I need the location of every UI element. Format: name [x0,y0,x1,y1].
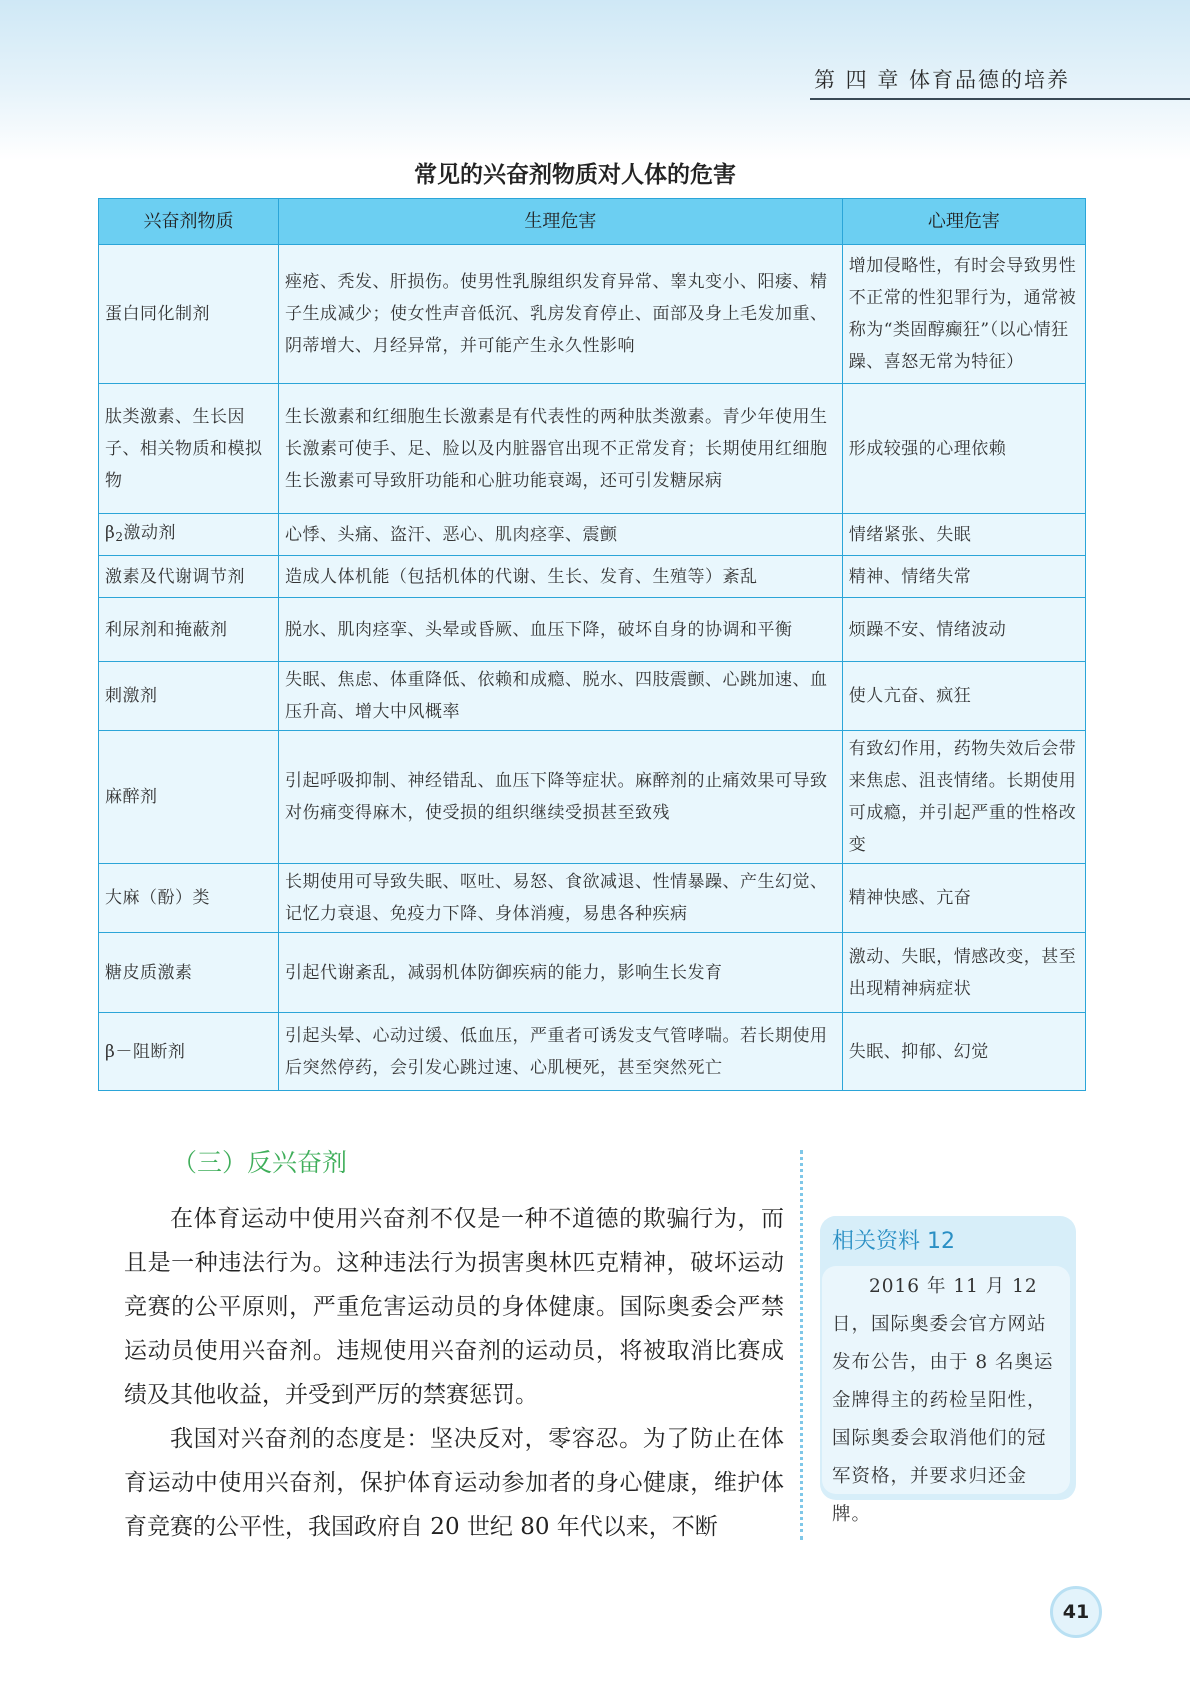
table-row [99,245,1086,384]
cell-physiological: 引起代谢紊乱，减弱机体防御疾病的能力，影响生长发育 [279,933,843,1013]
related-material-text [832,1268,1064,1534]
table-row [99,598,1086,662]
table-row [99,864,1086,933]
cell-psychological: 烦躁不安、情绪波动 [842,598,1085,662]
paragraph: 我国对兴奋剂的态度是：坚决反对，零容忍。为了防止在体育运动中使用兴奋剂，保护体育运动参加者的身心健康，维护体育竞赛的公平性，我国政府自 20 世纪 80 年代以来，不断 [124,1426,784,1540]
substance-suffix: 激动剂 [123,522,176,543]
beta-symbol: β [105,522,116,543]
cell-physiological: 长期使用可导致失眠、呕吐、易怒、食欲减退、性情暴躁、产生幻觉、记忆力衰退、免疫力下降、身体消瘦，易患各种疾病 [279,864,843,933]
cell-psychological: 精神、情绪失常 [842,556,1085,598]
cell-substance: 糖皮质激素 [99,933,279,1013]
cell-substance: 大麻（酚）类 [99,864,279,933]
cell-substance: 蛋白同化制剂 [99,245,279,384]
cell-physiological: 造成人体机能（包括机体的代谢、生长、发育、生殖等）紊乱 [279,556,843,598]
cell-substance: 利尿剂和掩蔽剂 [99,598,279,662]
cell-psychological: 失眠、抑郁、幻觉 [842,1013,1085,1091]
cell-physiological: 失眠、焦虑、体重降低、依赖和成瘾、脱水、四肢震颤、心跳加速、血压升高、增大中风概率 [279,662,843,731]
table-row [99,933,1086,1013]
column-header-physiological: 生理危害 [279,199,843,245]
subscript-2: 2 [115,529,124,544]
table-title: 常见的兴奋剂物质对人体的危害 [414,162,736,188]
table-row [99,556,1086,598]
cell-psychological: 使人亢奋、疯狂 [842,662,1085,731]
chapter-title: 第 四 章 体育品德的培养 [813,68,1070,92]
cell-psychological: 情绪紧张、失眠 [842,514,1085,556]
cell-physiological: 生长激素和红细胞生长激素是有代表性的两种肽类激素。青少年使用生长激素可使手、足、脸以及内脏器官出现不正常发育；长期使用红细胞生长激素可导致肝功能和心脏功能衰竭，还可引发糖尿病 [279,384,843,514]
cell-physiological: 痤疮、秃发、肝损伤。使男性乳腺组织发育异常、睾丸变小、阳痿、精子生成减少；使女性声音低沉、乳房发育停止、面部及身上毛发加重、阴蒂增大、月经异常，并可能产生永久性影响 [279,245,843,384]
table-row [99,514,1086,556]
cell-psychological: 增加侵略性，有时会导致男性不正常的性犯罪行为，通常被称为“类固醇癫狂”（以心情狂躁、喜怒无常为特征） [842,245,1085,384]
cell-physiological: 心悸、头痛、盗汗、恶心、肌肉痉挛、震颤 [279,514,843,556]
table-row [99,662,1086,731]
table-row [99,1013,1086,1091]
paragraph: 在体育运动中使用兴奋剂不仅是一种不道德的欺骗行为，而且是一种违法行为。这种违法行为损害奥林匹克精神，破坏运动竞赛的公平原则，严重危害运动员的身体健康。国际奥委会严禁运动员使用兴奋剂。违规使用兴奋剂的运动员，将被取消比赛成绩及其他收益，并受到严厉的禁赛惩罚。 [124,1206,784,1408]
cell-physiological: 引起头晕、心动过缓、低血压，严重者可诱发支气管哮喘。若长期使用后突然停药，会引发心跳过速、心肌梗死，甚至突然死亡 [279,1013,843,1091]
table-row [99,731,1086,864]
cell-psychological: 有致幻作用，药物失效后会带来焦虑、沮丧情绪。长期使用可成瘾，并引起严重的性格改变 [842,731,1085,864]
column-divider [800,1150,803,1540]
section-heading: （三）反兴奋剂 [172,1148,348,1177]
cell-psychological: 形成较强的心理依赖 [842,384,1085,514]
related-material-title: 相关资料 12 [832,1229,955,1254]
body-text [124,1197,784,1549]
cell-psychological: 精神快感、亢奋 [842,864,1085,933]
cell-physiological: 引起呼吸抑制、神经错乱、血压下降等症状。麻醉剂的止痛效果可导致对伤痛变得麻木，使受损的组织继续受损甚至致残 [279,731,843,864]
cell-substance: 肽类激素、生长因子、相关物质和模拟物 [99,384,279,514]
related-material-paragraph: 2016 年 11 月 12 日，国际奥委会官方网站发布公告，由于 8 名奥运金牌得主的药检呈阳性，国际奥委会取消他们的冠军资格，并要求归还金牌。 [832,1276,1054,1525]
doping-harm-table [98,198,1086,1091]
column-header-substance: 兴奋剂物质 [99,199,279,245]
cell-substance: 激素及代谢调节剂 [99,556,279,598]
cell-substance: 刺激剂 [99,662,279,731]
table-row [99,384,1086,514]
cell-substance [99,514,279,556]
cell-physiological: 脱水、肌肉痉挛、头晕或昏厥、血压下降，破坏自身的协调和平衡 [279,598,843,662]
column-header-psychological: 心理危害 [842,199,1085,245]
cell-substance: 麻醉剂 [99,731,279,864]
page-number: 41 [1050,1586,1102,1638]
cell-substance: β－阻断剂 [99,1013,279,1091]
table-header-row [99,199,1086,245]
chapter-rule [810,98,1190,100]
cell-psychological: 激动、失眠，情感改变，甚至出现精神病症状 [842,933,1085,1013]
